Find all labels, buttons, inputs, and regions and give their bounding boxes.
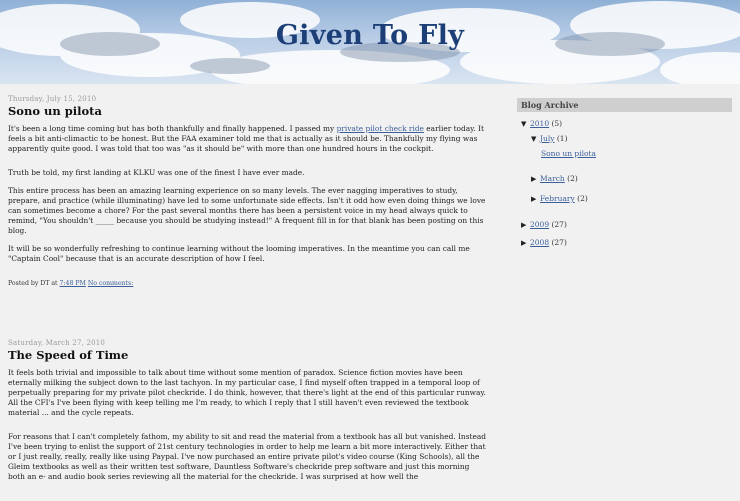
archive-count: (27) (551, 220, 567, 229)
post-title[interactable]: The Speed of Time (8, 348, 129, 362)
archive-post-item[interactable] (541, 149, 596, 158)
archive-count: (2) (577, 194, 588, 203)
post-author: Posted by DT at (8, 280, 60, 287)
post-date: Saturday, March 27, 2010 (8, 339, 106, 347)
main-column (8, 95, 486, 490)
post-paragraph: It feels both trivial and impossible to talk about time without some mention of paradox. Science fiction movies have been eternally milking the subject down to the last tachyon. In my particular case, I find myself often trapped in a temporal loop of perpetually preparing for my private pilot checkride. I do think, however, that there's light at the end of this particular runway. All the CFI's I've been flying with keep telling me I'm ready, to which I reply that I still haven't even reviewed the textbook material ... and the cycle repeats. (8, 368, 486, 417)
post-footer (8, 280, 486, 287)
post-paragraph: For reasons that I can't completely fathom, my ability to sit and read the material from a textbook has all but vanished. Instead I've been trying to enlist the support of 21st century technologies in order to help me learn a bit more interactively. Either that or I just really, really, really like using Paypal. I've now purchased an entire private pilot's video course (King Schools), all the Gleim textbooks as well as their written test software, Dauntless Software's checkride prep software and just this morning both an e- and audio book series reviewing all the material for the checkride. I was surprised at how well the (8, 432, 486, 481)
triangle-down-icon[interactable]: ▼ (531, 135, 537, 143)
paragraph-text: earlier today. It feels a bit anti-climactic to be honest. But the FAA examiner told me that is actually as it should be. Thankfully my flying was apparently quite good. I was told that too was "as it should be" with more than one hundred hours in the cockpit. (8, 124, 484, 153)
sidebar (517, 98, 732, 247)
archive-count: (1) (556, 134, 568, 143)
archive-count: (27) (551, 238, 567, 247)
archive-month-february[interactable] (531, 194, 588, 203)
paragraph-text: It's been a long time coming but has both thankfully and finally happened. I passed my (8, 124, 337, 133)
archive-link-2010[interactable]: 2010 (530, 119, 550, 128)
archive-link-2009[interactable]: 2009 (530, 220, 550, 229)
triangle-right-icon[interactable]: ▶ (531, 195, 537, 203)
triangle-right-icon[interactable]: ▶ (531, 175, 537, 183)
post-date: Thursday, July 15, 2010 (8, 95, 97, 103)
archive-link-july[interactable]: July (540, 134, 555, 143)
archive-link-march[interactable]: March (540, 174, 565, 183)
triangle-down-icon[interactable]: ▼ (521, 120, 527, 128)
archive-count: (2) (567, 174, 578, 183)
post-paragraph (8, 124, 486, 154)
archive-year-2009[interactable] (521, 220, 567, 229)
blog-title[interactable]: Given To Fly (275, 20, 465, 51)
archive-year-2008[interactable] (521, 238, 567, 247)
post-paragraph: This entire process has been an amazing learning experience on so many levels. The ever nagging imperatives to study, prepare, and practice (while illuminating) have led to some unfortunate side effects. Isn't it odd how even doing things we love can sometimes become a chore? For the past several months there has been a persistent voice in my head always quick to remind, "You shouldn't _____ because you should be studying instead!" A frequent fill in for that blank has been posting on this blog. (8, 186, 486, 235)
post (8, 95, 486, 287)
post-time-link[interactable]: 7:48 PM (59, 280, 86, 287)
post-title[interactable]: Sono un pilota (8, 104, 102, 118)
checkride-link[interactable]: private pilot check ride (336, 124, 424, 133)
archive-month-march[interactable] (531, 174, 578, 183)
archive-post-link[interactable]: Sono un pilota (541, 149, 597, 158)
header-banner (0, 0, 740, 84)
archive-year-2010[interactable] (521, 119, 562, 128)
archive-count: (5) (551, 119, 563, 128)
archive-link-february[interactable]: February (540, 194, 575, 203)
blog-archive-heading: Blog Archive (517, 98, 732, 112)
archive-month-july[interactable] (531, 134, 568, 143)
comments-link[interactable]: No comments: (87, 280, 134, 287)
archive-link-2008[interactable]: 2008 (530, 238, 550, 247)
post-paragraph: Truth be told, my first landing at KLKU was one of the finest I have ever made. (8, 168, 305, 177)
triangle-right-icon[interactable]: ▶ (521, 221, 527, 229)
post-paragraph: It will be so wonderfully refreshing to continue learning without the looming imperatives. In the meantime you can call me "Captain Cool" because that is an accurate description of how I feel. (8, 244, 470, 263)
triangle-right-icon[interactable]: ▶ (521, 239, 527, 247)
post (8, 339, 486, 482)
